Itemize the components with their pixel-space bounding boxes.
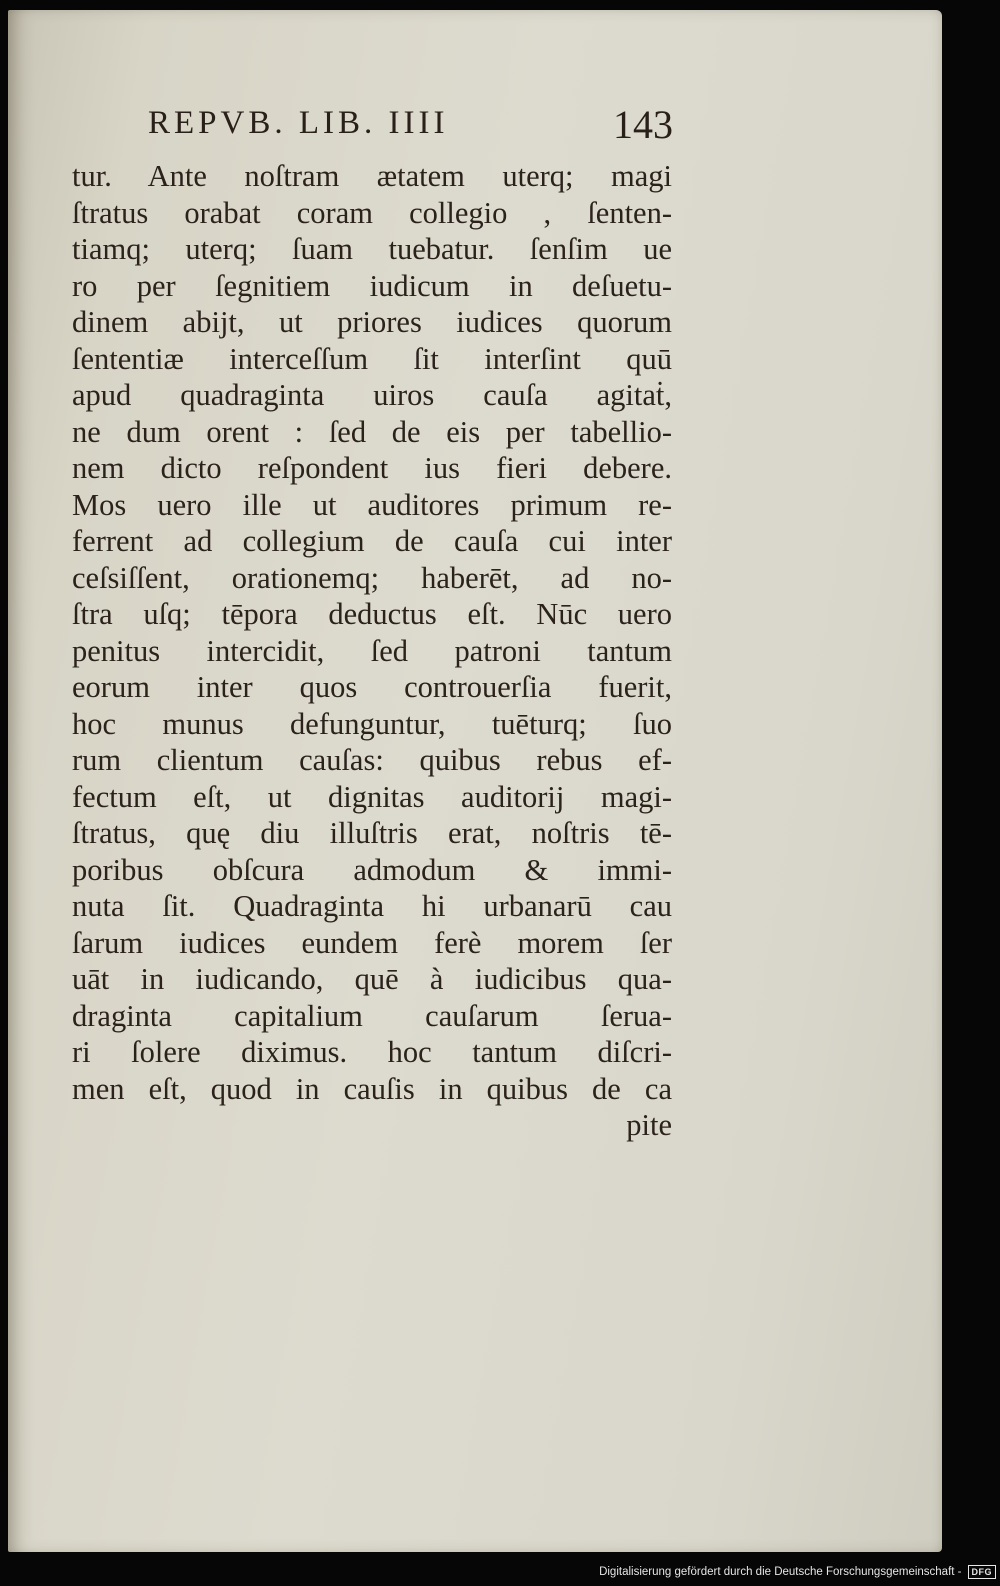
text-line: ferrent ad collegium de cauſa cui inter	[72, 524, 672, 558]
text-line: ro per ſegnitiem iudicum in deſuetu-	[72, 268, 672, 303]
text-line: penitus intercidit, ſed patroni tantum	[72, 633, 672, 668]
text-line: tiamq; uterq; ſuam tuebatur. ſenſim ue	[72, 232, 672, 266]
page-number: 143	[613, 102, 673, 147]
text-line: fectum eſt, ut dignitas auditorij magi-	[72, 779, 672, 814]
text-line: rum clientum cauſas: quibus rebus ef-	[72, 743, 672, 777]
running-head-title: REPVB. LIB. IIII	[148, 105, 449, 141]
text-line: eorum inter quos controuerſia fuerit,	[72, 670, 672, 704]
text-line: ri ſolere diximus. hoc tantum diſcri-	[72, 1035, 672, 1069]
dfg-logo: DFG	[968, 1565, 997, 1579]
text-line: ſententiæ interceſſum ſit interſint quū	[72, 341, 672, 376]
text-line: hoc munus defunguntur, tuēturq; ſuo	[72, 706, 672, 741]
text-line: dinem abijt, ut priores iudices quorum	[72, 305, 672, 339]
text-line: Mos uero ille ut auditores primum re-	[72, 487, 672, 522]
text-line: ne dum orent : ſed de eis per tabellio-	[72, 414, 672, 449]
body-text	[72, 158, 672, 1144]
text-line: ſarum iudices eundem ferè morem ſer	[72, 925, 672, 960]
text-line: ſtratus, quę diu illuſtris erat, noſtris tē-	[72, 816, 672, 850]
text-line: nuta ſit. Quadraginta hi urbanarū cau	[72, 889, 672, 923]
catchword: pite	[626, 1108, 672, 1142]
text-line: tur. Ante noſtram ætatem uterq; magi	[72, 159, 672, 193]
text-line: ſtratus orabat coram collegio , ſenten-	[72, 195, 672, 230]
footer-credit	[599, 1560, 996, 1584]
text-line: men eſt, quod in cauſis in quibus de ca	[72, 1071, 672, 1106]
text-line: apud quadraginta uiros cauſa agitaṫ,	[72, 378, 672, 412]
footer-credit-text: Digitalisierung gefördert durch die Deutsche Forschungsgemeinschaft -	[599, 1566, 962, 1578]
text-line: draginta capitalium cauſarum ſerua-	[72, 998, 672, 1033]
text-line: uāt in iudicando, quē à iudicibus qua-	[72, 962, 672, 996]
running-head	[148, 102, 673, 155]
text-line: ceſsiſſent, orationemq; haberēt, ad no-	[72, 560, 672, 595]
text-line: poribus obſcura admodum & immi-	[72, 852, 672, 887]
text-line: ſtra uſq; tēpora deductus eſt. Nūc uero	[72, 597, 672, 631]
text-line: nem dicto reſpondent ius fieri debere.	[72, 451, 672, 485]
book-page	[8, 10, 942, 1552]
